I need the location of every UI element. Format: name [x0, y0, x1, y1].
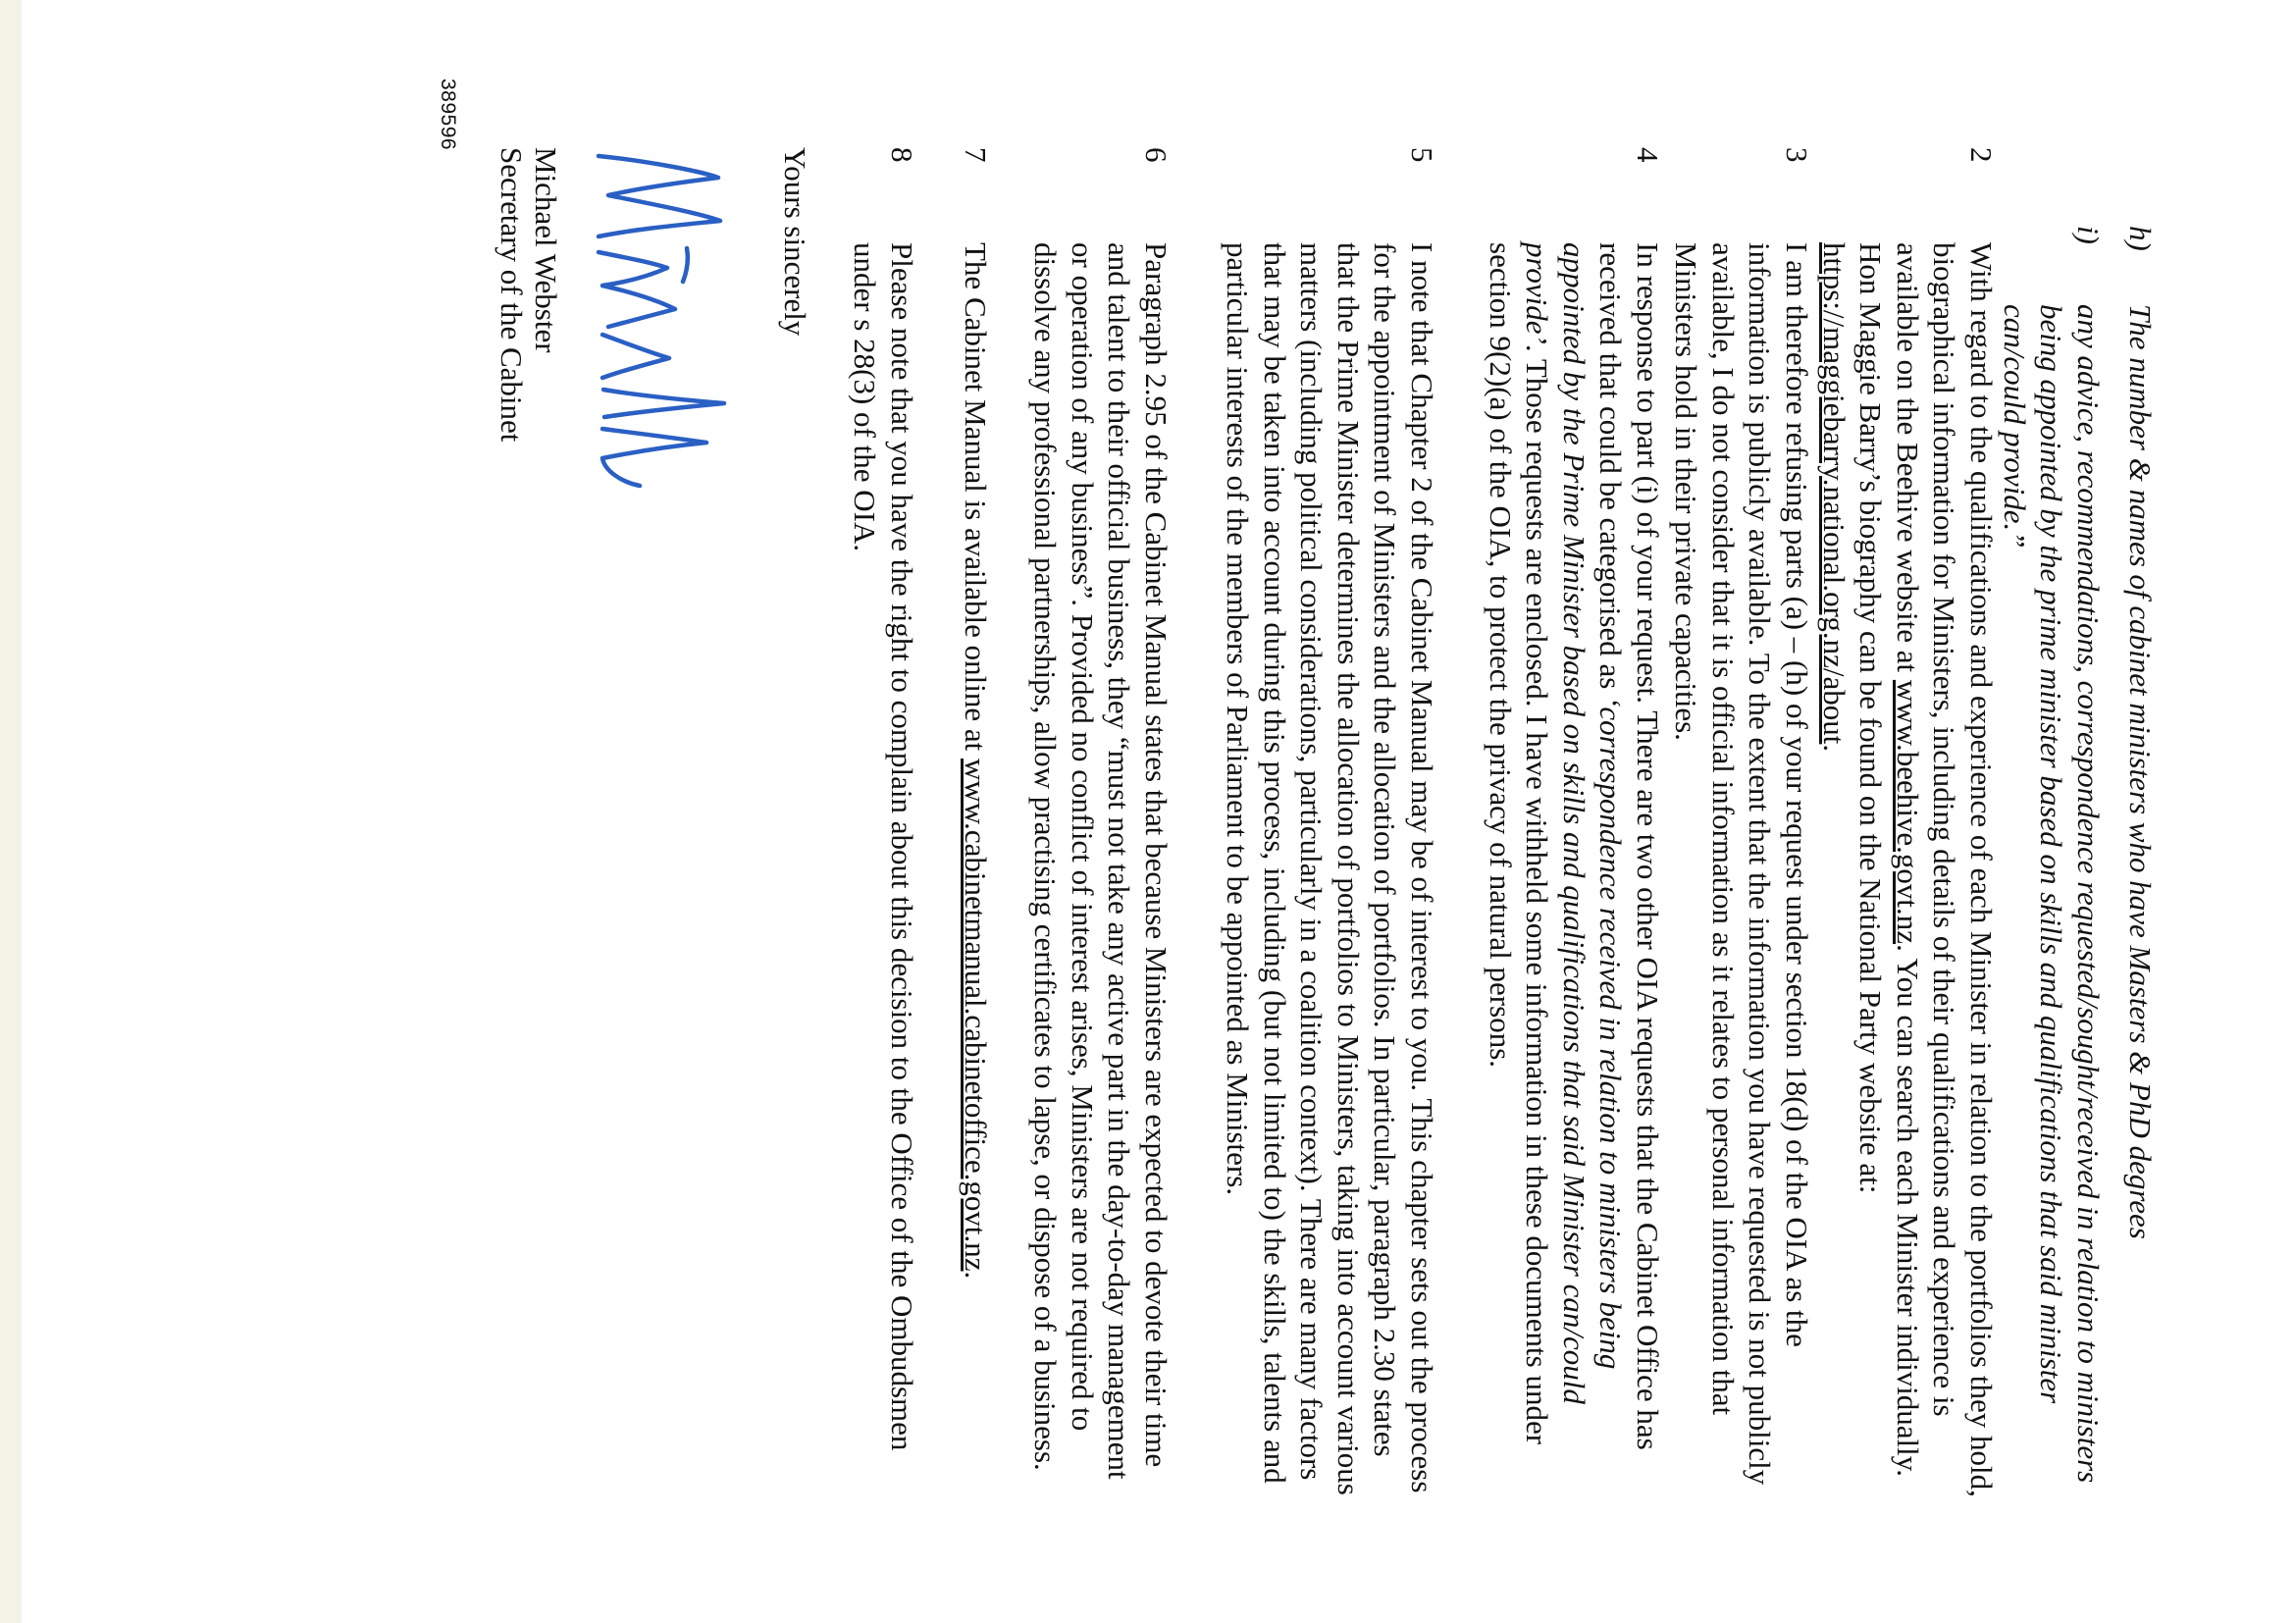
paragraph-number-4: 4: [1631, 147, 1665, 163]
cabinet-manual-link[interactable]: www.cabinetmanual.cabinetoffice.govt.nz: [959, 758, 993, 1272]
paragraph-3: I am therefore refusing parts (a) – (h) of your request under section 18(d) of the OIA as the information is publicly available. To the extent that the information you have requested is not publicly available, I do not consider that it is official information as it relates to personal information that Ministers hold in their private capacities.: [1669, 242, 1814, 1486]
paragraph-7: [958, 242, 995, 1498]
paragraph-4-quote: ‘correspondence received in relation to ministers being appointed by the Prime Minister based on skills and qualifications that said Minister can/could provide’: [1520, 242, 1629, 1404]
paragraph-4: [1483, 242, 1667, 1498]
paragraph-number-7: 7: [959, 147, 993, 163]
paragraph-7-text-b: .: [959, 1271, 993, 1280]
signatory-title: Secretary of the Cabinet: [495, 147, 529, 443]
scan-edge: [0, 0, 22, 1623]
item-h-label: h): [2123, 226, 2158, 251]
signatory-name: Michael Webster: [529, 147, 563, 353]
paragraph-6: Paragraph 2.95 of the Cabinet Manual states that because Ministers are expected to devote their time and talent to their official business, they “must not take any active part in the day-to-day management or operation of any business”. Provided no conflict of interest arises, Ministers are not required to dissolve any professional partnerships, allow practising certificates to lapse, or dispose of a business.: [1028, 242, 1174, 1480]
paragraph-number-8: 8: [885, 147, 919, 163]
document-number: 389596: [437, 79, 459, 151]
closing-line: Yours sincerely: [778, 147, 812, 337]
item-h-text: The number & names of cabinet ministers who have Masters & PhD degrees: [2123, 304, 2158, 1239]
paragraph-2: [1816, 242, 2001, 1498]
paragraph-4-text-b: . Those requests are enclosed. I have withheld some information in these documents under section 9(2)(a) of the OIA, to protect the privacy of natural persons.: [1484, 242, 1555, 1445]
paragraph-number-2: 2: [1964, 147, 1999, 163]
item-i-text: any advice, recommendations, correspondence requested/sought/received in relation to ministers being appointed by the prime minister based on skills and qualifications that said minister can/could provide.”: [1998, 304, 2106, 1484]
paragraph-2-text-b: . You can search each Minister individually. Hon Maggie Barry’s biography can be found on the National Party website at:: [1853, 242, 1925, 1478]
paragraph-4-text-a: In response to part (i) of your request. There are two other OIA requests that the Cabinet Office has received that could be categorised as: [1593, 242, 1665, 1450]
paragraph-2-text-c: .: [1817, 744, 1852, 753]
paragraph-number-6: 6: [1139, 147, 1174, 163]
item-i-label: i): [2071, 226, 2106, 244]
paragraph-2-text-a: With regard to the qualifications and experience of each Minister in relation to the portfolios they hold, biographical information for Ministers, including details of their qualifications and experience is available on the Beehive website at: [1891, 242, 1999, 1497]
paragraph-5: I note that Chapter 2 of the Cabinet Manual may be of interest to you. This chapter sets out the process for the appointment of Ministers and the allocation of portfolios. In particular, paragraph 2.30 states that the Prime Minister determines the allocation of portfolios to Ministers, taking into account various matters (including political considerations, particularly in a coalition context). There are many factors that may be taken into account during this process, including (but not limited to) the skills, talents and particular interests of the members of Parliament to be appointed as Ministers.: [1221, 242, 1439, 1495]
paragraph-number-3: 3: [1780, 147, 1814, 163]
paragraph-7-text-a: The Cabinet Manual is available online at: [959, 242, 993, 759]
handwritten-signature: [564, 142, 746, 535]
maggie-barry-link[interactable]: https://maggiebarry.national.org.nz/about: [1817, 242, 1852, 745]
beehive-link[interactable]: www.beehive.govt.nz: [1891, 679, 1925, 945]
paragraph-number-5: 5: [1405, 147, 1439, 163]
paragraph-8: Please note that you have the right to complain about this decision to the Office of the Ombudsmen under s 28(3) of the OIA.: [848, 242, 919, 1451]
